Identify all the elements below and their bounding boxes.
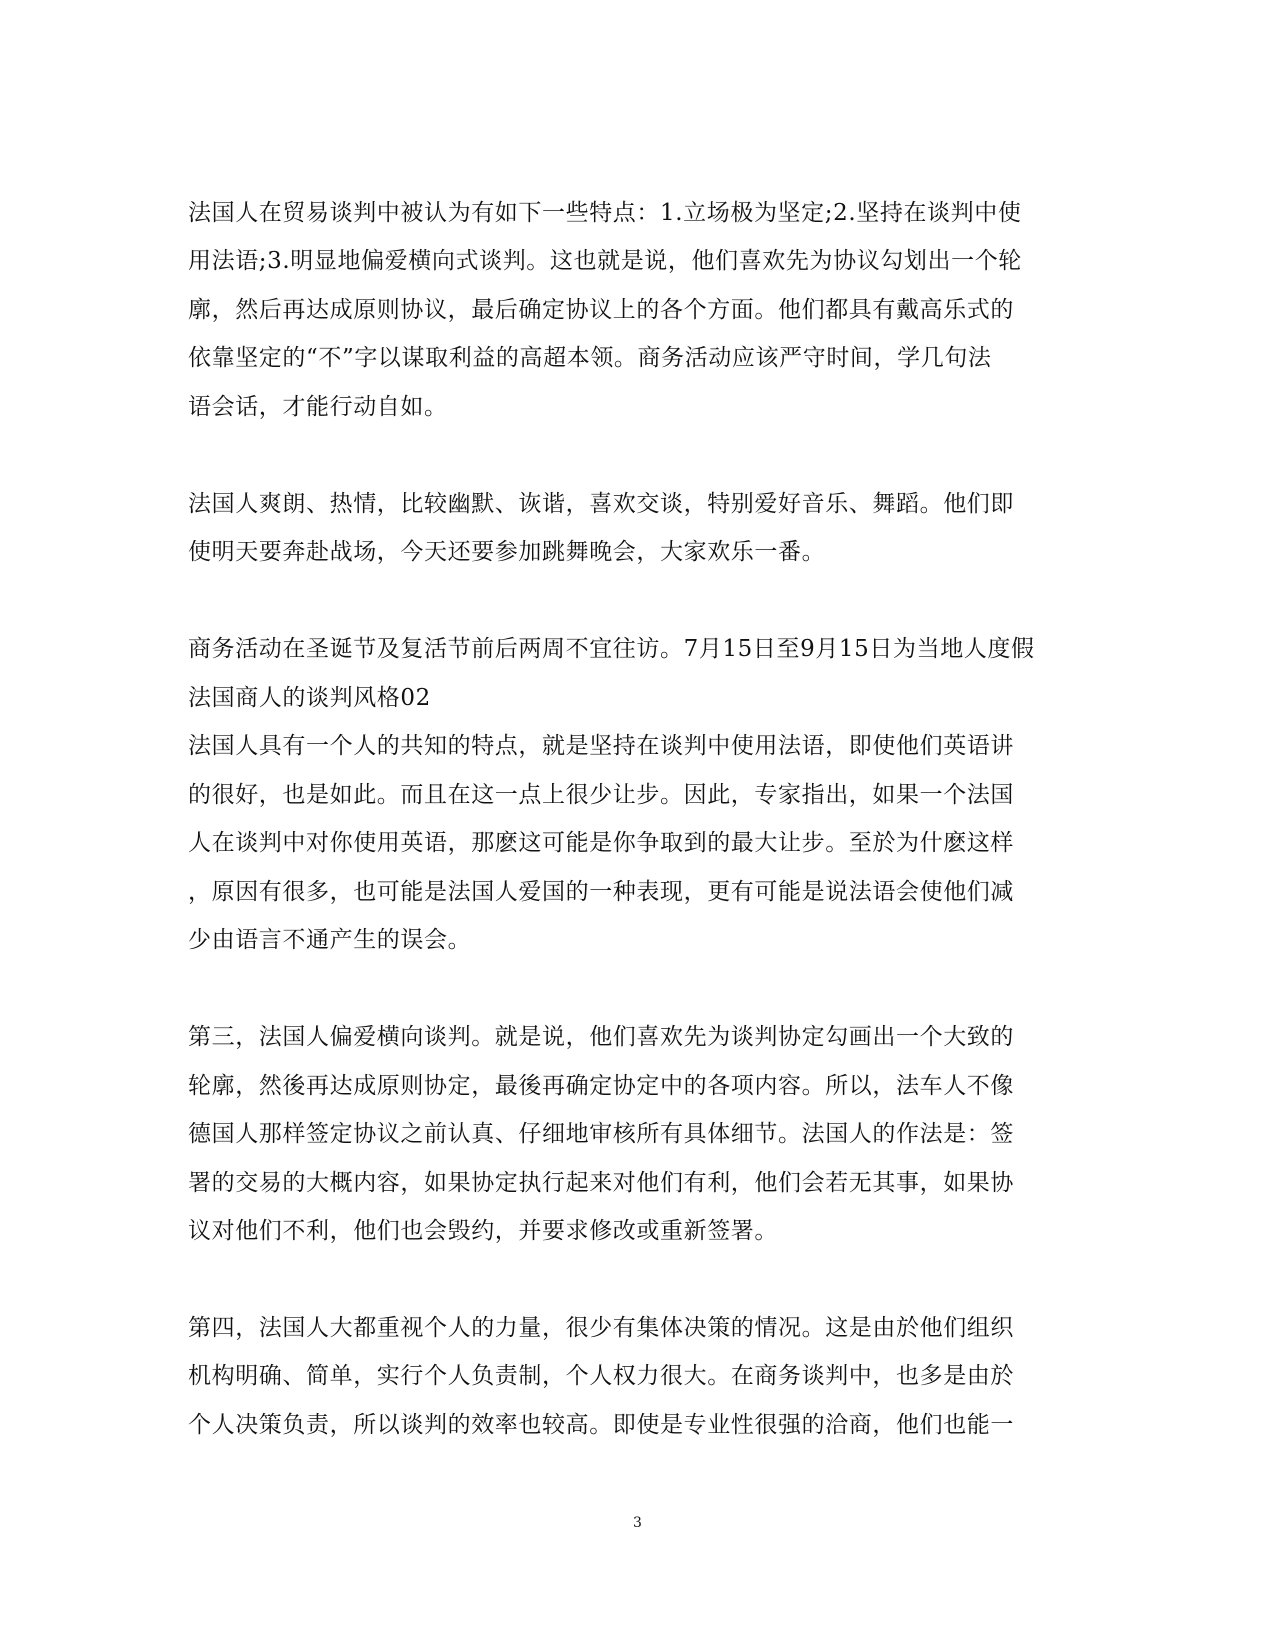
paragraph-1-line-1: 法国人在贸易谈判中被认为有如下一些特点：1.立场极为坚定;2.坚持在谈判中使 [188, 200, 1022, 226]
paragraph-5-line-2: 机构明确、简单，实行个人负责制，个人权力很大。在商务谈判中，也多是由於 [188, 1363, 1014, 1389]
paragraph-1-line-2: 用法语;3.明显地偏爱横向式谈判。这也就是说，他们喜欢先为协议勾划出一个轮 [188, 248, 1022, 274]
paragraph-3-line-4: 的很好，也是如此。而且在这一点上很少让步。因此，专家指出，如果一个法国 [188, 782, 1014, 808]
paragraph-3-line-5: 人在谈判中对你使用英语，那麽这可能是你争取到的最大让步。至於为什麽这样 [188, 830, 1014, 856]
paragraph-1-line-3: 廓，然后再达成原则协议，最后确定协议上的各个方面。他们都具有戴高乐式的 [188, 297, 1014, 323]
paragraph-4-line-5: 议对他们不利，他们也会毁约，并要求修改或重新签署。 [188, 1218, 778, 1244]
paragraph-4-line-1: 第三，法国人偏爱横向谈判。就是说，他们喜欢先为谈判协定勾画出一个大致的 [188, 1024, 1014, 1050]
paragraph-4-line-3: 德国人那样签定协议之前认真、仔细地审核所有具体细节。法国人的作法是：签 [188, 1121, 1014, 1147]
paragraph-5-line-1: 第四，法国人大都重视个人的力量，很少有集体决策的情况。这是由於他们组织 [188, 1315, 1014, 1341]
paragraph-3-line-7: 少由语言不通产生的误会。 [188, 927, 472, 953]
paragraph-1-line-4: 依靠坚定的“不”字以谋取利益的高超本领。商务活动应该严守时间，学几句法 [188, 345, 992, 371]
paragraph-5-line-3: 个人决策负责，所以谈判的效率也较高。即使是专业性很强的洽商，他们也能一 [188, 1412, 1014, 1438]
paragraph-3-line-1: 商务活动在圣诞节及复活节前后两周不宜往访。7月15日至9月15日为当地人度假 [188, 636, 1035, 662]
paragraph-2-line-1: 法国人爽朗、热情，比较幽默、诙谐，喜欢交谈，特别爱好音乐、舞蹈。他们即 [188, 491, 1014, 517]
paragraph-3-line-3: 法国人具有一个人的共知的特点，就是坚持在谈判中使用法语，即使他们英语讲 [188, 733, 1014, 759]
page-number: 3 [633, 1515, 642, 1531]
paragraph-1-line-5: 语会话，才能行动自如。 [188, 394, 448, 420]
paragraph-3-line-6: ，原因有很多，也可能是法国人爱国的一种表现，更有可能是说法语会使他们减 [188, 879, 1014, 905]
paragraph-4-line-2: 轮廓，然後再达成原则协定，最後再确定协定中的各项内容。所以，法车人不像 [188, 1073, 1014, 1099]
paragraph-2-line-2: 使明天要奔赴战场，今天还要参加跳舞晚会，大家欢乐一番。 [188, 539, 826, 565]
paragraph-3-line-2: 法国商人的谈判风格02 [188, 685, 431, 711]
paragraph-4-line-4: 署的交易的大概内容，如果协定执行起来对他们有利，他们会若无其事，如果协 [188, 1170, 1014, 1196]
